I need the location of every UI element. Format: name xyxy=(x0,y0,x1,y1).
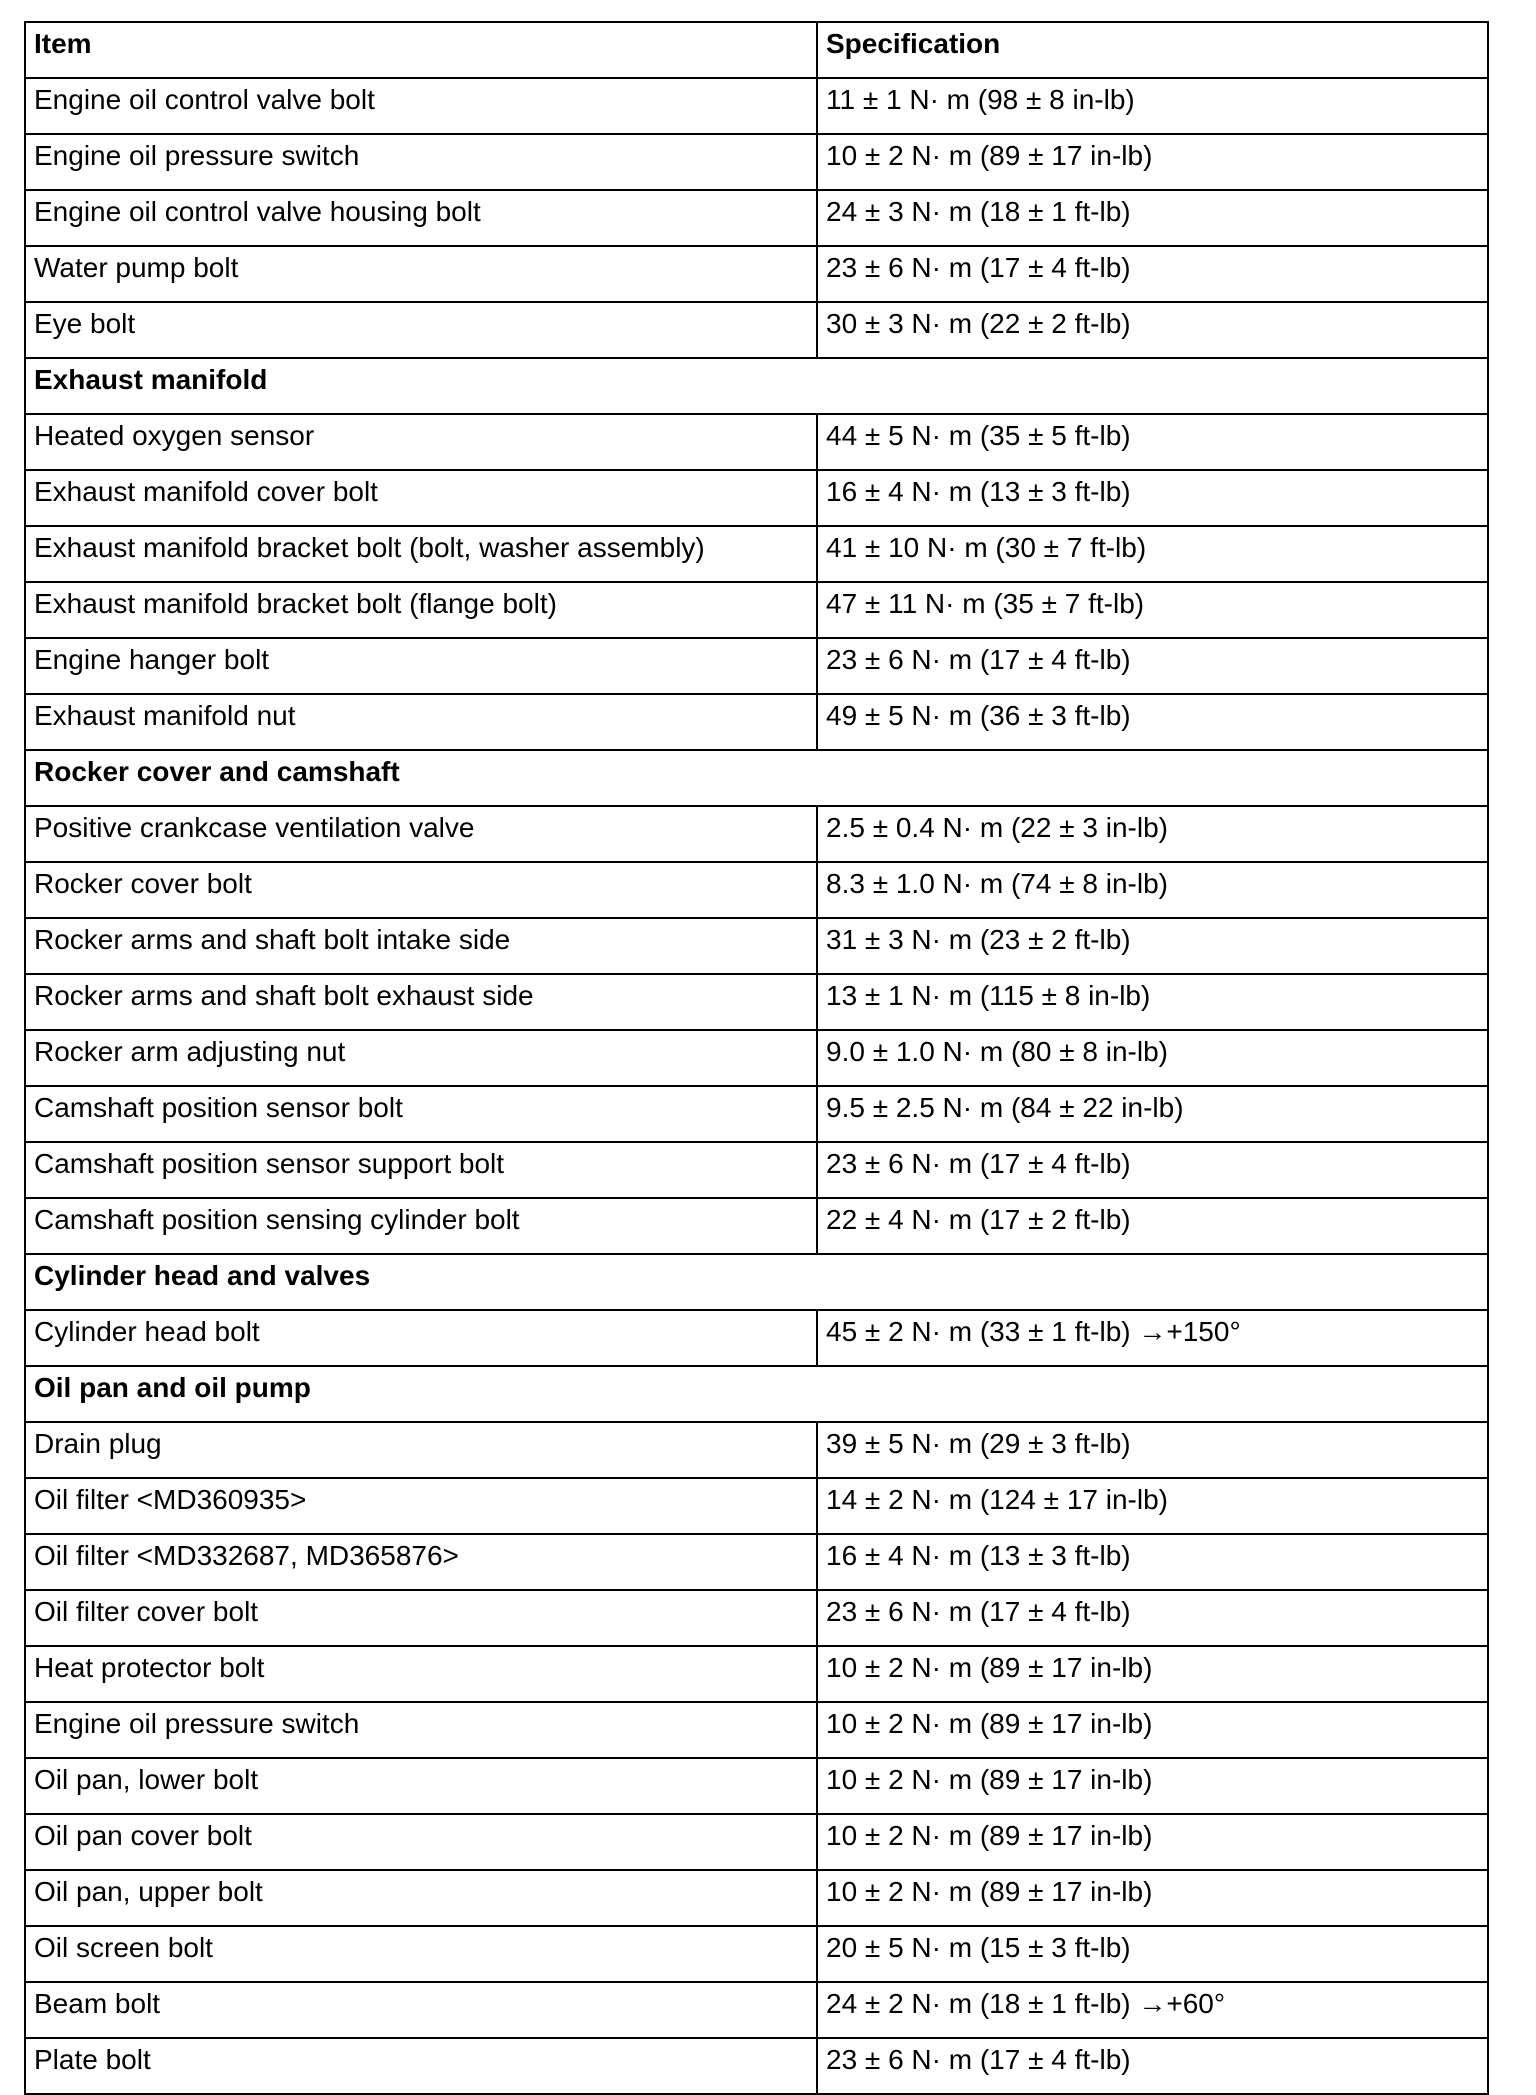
item-cell: Exhaust manifold nut xyxy=(25,694,817,750)
table-row xyxy=(25,302,1488,358)
section-heading: Exhaust manifold xyxy=(25,358,1488,414)
specification-cell: 24 ± 3 N· m (18 ± 1 ft-lb) xyxy=(817,190,1488,246)
table-row xyxy=(25,1870,1488,1926)
specification-cell: 9.5 ± 2.5 N· m (84 ± 22 in-lb) xyxy=(817,1086,1488,1142)
item-cell: Beam bolt xyxy=(25,1982,817,2038)
item-cell: Positive crankcase ventilation valve xyxy=(25,806,817,862)
specification-cell: 11 ± 1 N· m (98 ± 8 in-lb) xyxy=(817,78,1488,134)
specification-cell: 10 ± 2 N· m (89 ± 17 in-lb) xyxy=(817,1870,1488,1926)
item-cell: Camshaft position sensor bolt xyxy=(25,1086,817,1142)
specification-cell: 16 ± 4 N· m (13 ± 3 ft-lb) xyxy=(817,1534,1488,1590)
section-heading: Rocker cover and camshaft xyxy=(25,750,1488,806)
item-cell: Camshaft position sensing cylinder bolt xyxy=(25,1198,817,1254)
item-cell: Oil pan, upper bolt xyxy=(25,1870,817,1926)
section-row xyxy=(25,1366,1488,1422)
specification-cell: 23 ± 6 N· m (17 ± 4 ft-lb) xyxy=(817,1590,1488,1646)
specification-cell: 47 ± 11 N· m (35 ± 7 ft-lb) xyxy=(817,582,1488,638)
item-cell: Oil filter <MD360935> xyxy=(25,1478,817,1534)
table-row xyxy=(25,78,1488,134)
item-cell: Rocker arm adjusting nut xyxy=(25,1030,817,1086)
item-cell: Exhaust manifold bracket bolt (bolt, washer assembly) xyxy=(25,526,817,582)
table-row xyxy=(25,1198,1488,1254)
table-header-row xyxy=(25,22,1488,78)
specification-cell: 30 ± 3 N· m (22 ± 2 ft-lb) xyxy=(817,302,1488,358)
table-body xyxy=(25,78,1488,2094)
specification-cell: 10 ± 2 N· m (89 ± 17 in-lb) xyxy=(817,1702,1488,1758)
item-cell: Engine oil pressure switch xyxy=(25,1702,817,1758)
specification-cell: 45 ± 2 N· m (33 ± 1 ft-lb) →+150° xyxy=(817,1310,1488,1366)
column-header-specification: Specification xyxy=(817,22,1488,78)
table-row xyxy=(25,246,1488,302)
specification-cell: 23 ± 6 N· m (17 ± 4 ft-lb) xyxy=(817,2038,1488,2094)
torque-spec-table xyxy=(24,21,1489,2095)
table-row xyxy=(25,1646,1488,1702)
table-row xyxy=(25,134,1488,190)
item-cell: Cylinder head bolt xyxy=(25,1310,817,1366)
item-cell: Heat protector bolt xyxy=(25,1646,817,1702)
item-cell: Exhaust manifold cover bolt xyxy=(25,470,817,526)
specification-cell: 44 ± 5 N· m (35 ± 5 ft-lb) xyxy=(817,414,1488,470)
table-row xyxy=(25,1702,1488,1758)
table-row xyxy=(25,526,1488,582)
table-row xyxy=(25,1534,1488,1590)
section-row xyxy=(25,750,1488,806)
specification-cell: 8.3 ± 1.0 N· m (74 ± 8 in-lb) xyxy=(817,862,1488,918)
column-header-item: Item xyxy=(25,22,817,78)
table-row xyxy=(25,1310,1488,1366)
item-cell: Exhaust manifold bracket bolt (flange bolt) xyxy=(25,582,817,638)
table-row xyxy=(25,470,1488,526)
specification-cell: 20 ± 5 N· m (15 ± 3 ft-lb) xyxy=(817,1926,1488,1982)
table-row xyxy=(25,638,1488,694)
specification-cell: 39 ± 5 N· m (29 ± 3 ft-lb) xyxy=(817,1422,1488,1478)
section-heading: Cylinder head and valves xyxy=(25,1254,1488,1310)
item-cell: Heated oxygen sensor xyxy=(25,414,817,470)
table-row xyxy=(25,918,1488,974)
item-cell: Water pump bolt xyxy=(25,246,817,302)
item-cell: Camshaft position sensor support bolt xyxy=(25,1142,817,1198)
item-cell: Engine oil control valve bolt xyxy=(25,78,817,134)
item-cell: Rocker arms and shaft bolt intake side xyxy=(25,918,817,974)
item-cell: Oil filter cover bolt xyxy=(25,1590,817,1646)
table-row xyxy=(25,1926,1488,1982)
specification-cell: 24 ± 2 N· m (18 ± 1 ft-lb) →+60° xyxy=(817,1982,1488,2038)
table-row xyxy=(25,1142,1488,1198)
table-row xyxy=(25,1030,1488,1086)
item-cell: Plate bolt xyxy=(25,2038,817,2094)
specification-cell: 10 ± 2 N· m (89 ± 17 in-lb) xyxy=(817,1814,1488,1870)
specification-cell: 13 ± 1 N· m (115 ± 8 in-lb) xyxy=(817,974,1488,1030)
specification-cell: 31 ± 3 N· m (23 ± 2 ft-lb) xyxy=(817,918,1488,974)
specification-cell: 49 ± 5 N· m (36 ± 3 ft-lb) xyxy=(817,694,1488,750)
table-row xyxy=(25,190,1488,246)
table-row xyxy=(25,974,1488,1030)
section-heading: Oil pan and oil pump xyxy=(25,1366,1488,1422)
table-row xyxy=(25,1478,1488,1534)
specification-cell: 2.5 ± 0.4 N· m (22 ± 3 in-lb) xyxy=(817,806,1488,862)
specification-cell: 23 ± 6 N· m (17 ± 4 ft-lb) xyxy=(817,246,1488,302)
item-cell: Oil screen bolt xyxy=(25,1926,817,1982)
table-row xyxy=(25,862,1488,918)
item-cell: Oil pan cover bolt xyxy=(25,1814,817,1870)
table-row xyxy=(25,1086,1488,1142)
table-row xyxy=(25,806,1488,862)
item-cell: Oil pan, lower bolt xyxy=(25,1758,817,1814)
specification-cell: 16 ± 4 N· m (13 ± 3 ft-lb) xyxy=(817,470,1488,526)
table-row xyxy=(25,582,1488,638)
table-row xyxy=(25,2038,1488,2094)
table-row xyxy=(25,694,1488,750)
section-row xyxy=(25,1254,1488,1310)
table-row xyxy=(25,1758,1488,1814)
table-row xyxy=(25,1814,1488,1870)
specification-cell: 14 ± 2 N· m (124 ± 17 in-lb) xyxy=(817,1478,1488,1534)
table-row xyxy=(25,1982,1488,2038)
item-cell: Engine oil control valve housing bolt xyxy=(25,190,817,246)
item-cell: Oil filter <MD332687, MD365876> xyxy=(25,1534,817,1590)
item-cell: Eye bolt xyxy=(25,302,817,358)
specification-cell: 10 ± 2 N· m (89 ± 17 in-lb) xyxy=(817,1646,1488,1702)
item-cell: Rocker cover bolt xyxy=(25,862,817,918)
specification-cell: 10 ± 2 N· m (89 ± 17 in-lb) xyxy=(817,134,1488,190)
specification-cell: 9.0 ± 1.0 N· m (80 ± 8 in-lb) xyxy=(817,1030,1488,1086)
specification-cell: 23 ± 6 N· m (17 ± 4 ft-lb) xyxy=(817,638,1488,694)
table-row xyxy=(25,414,1488,470)
specification-cell: 41 ± 10 N· m (30 ± 7 ft-lb) xyxy=(817,526,1488,582)
item-cell: Engine hanger bolt xyxy=(25,638,817,694)
section-row xyxy=(25,358,1488,414)
specification-cell: 23 ± 6 N· m (17 ± 4 ft-lb) xyxy=(817,1142,1488,1198)
item-cell: Engine oil pressure switch xyxy=(25,134,817,190)
table-row xyxy=(25,1590,1488,1646)
item-cell: Rocker arms and shaft bolt exhaust side xyxy=(25,974,817,1030)
item-cell: Drain plug xyxy=(25,1422,817,1478)
specification-cell: 22 ± 4 N· m (17 ± 2 ft-lb) xyxy=(817,1198,1488,1254)
table-row xyxy=(25,1422,1488,1478)
specification-cell: 10 ± 2 N· m (89 ± 17 in-lb) xyxy=(817,1758,1488,1814)
